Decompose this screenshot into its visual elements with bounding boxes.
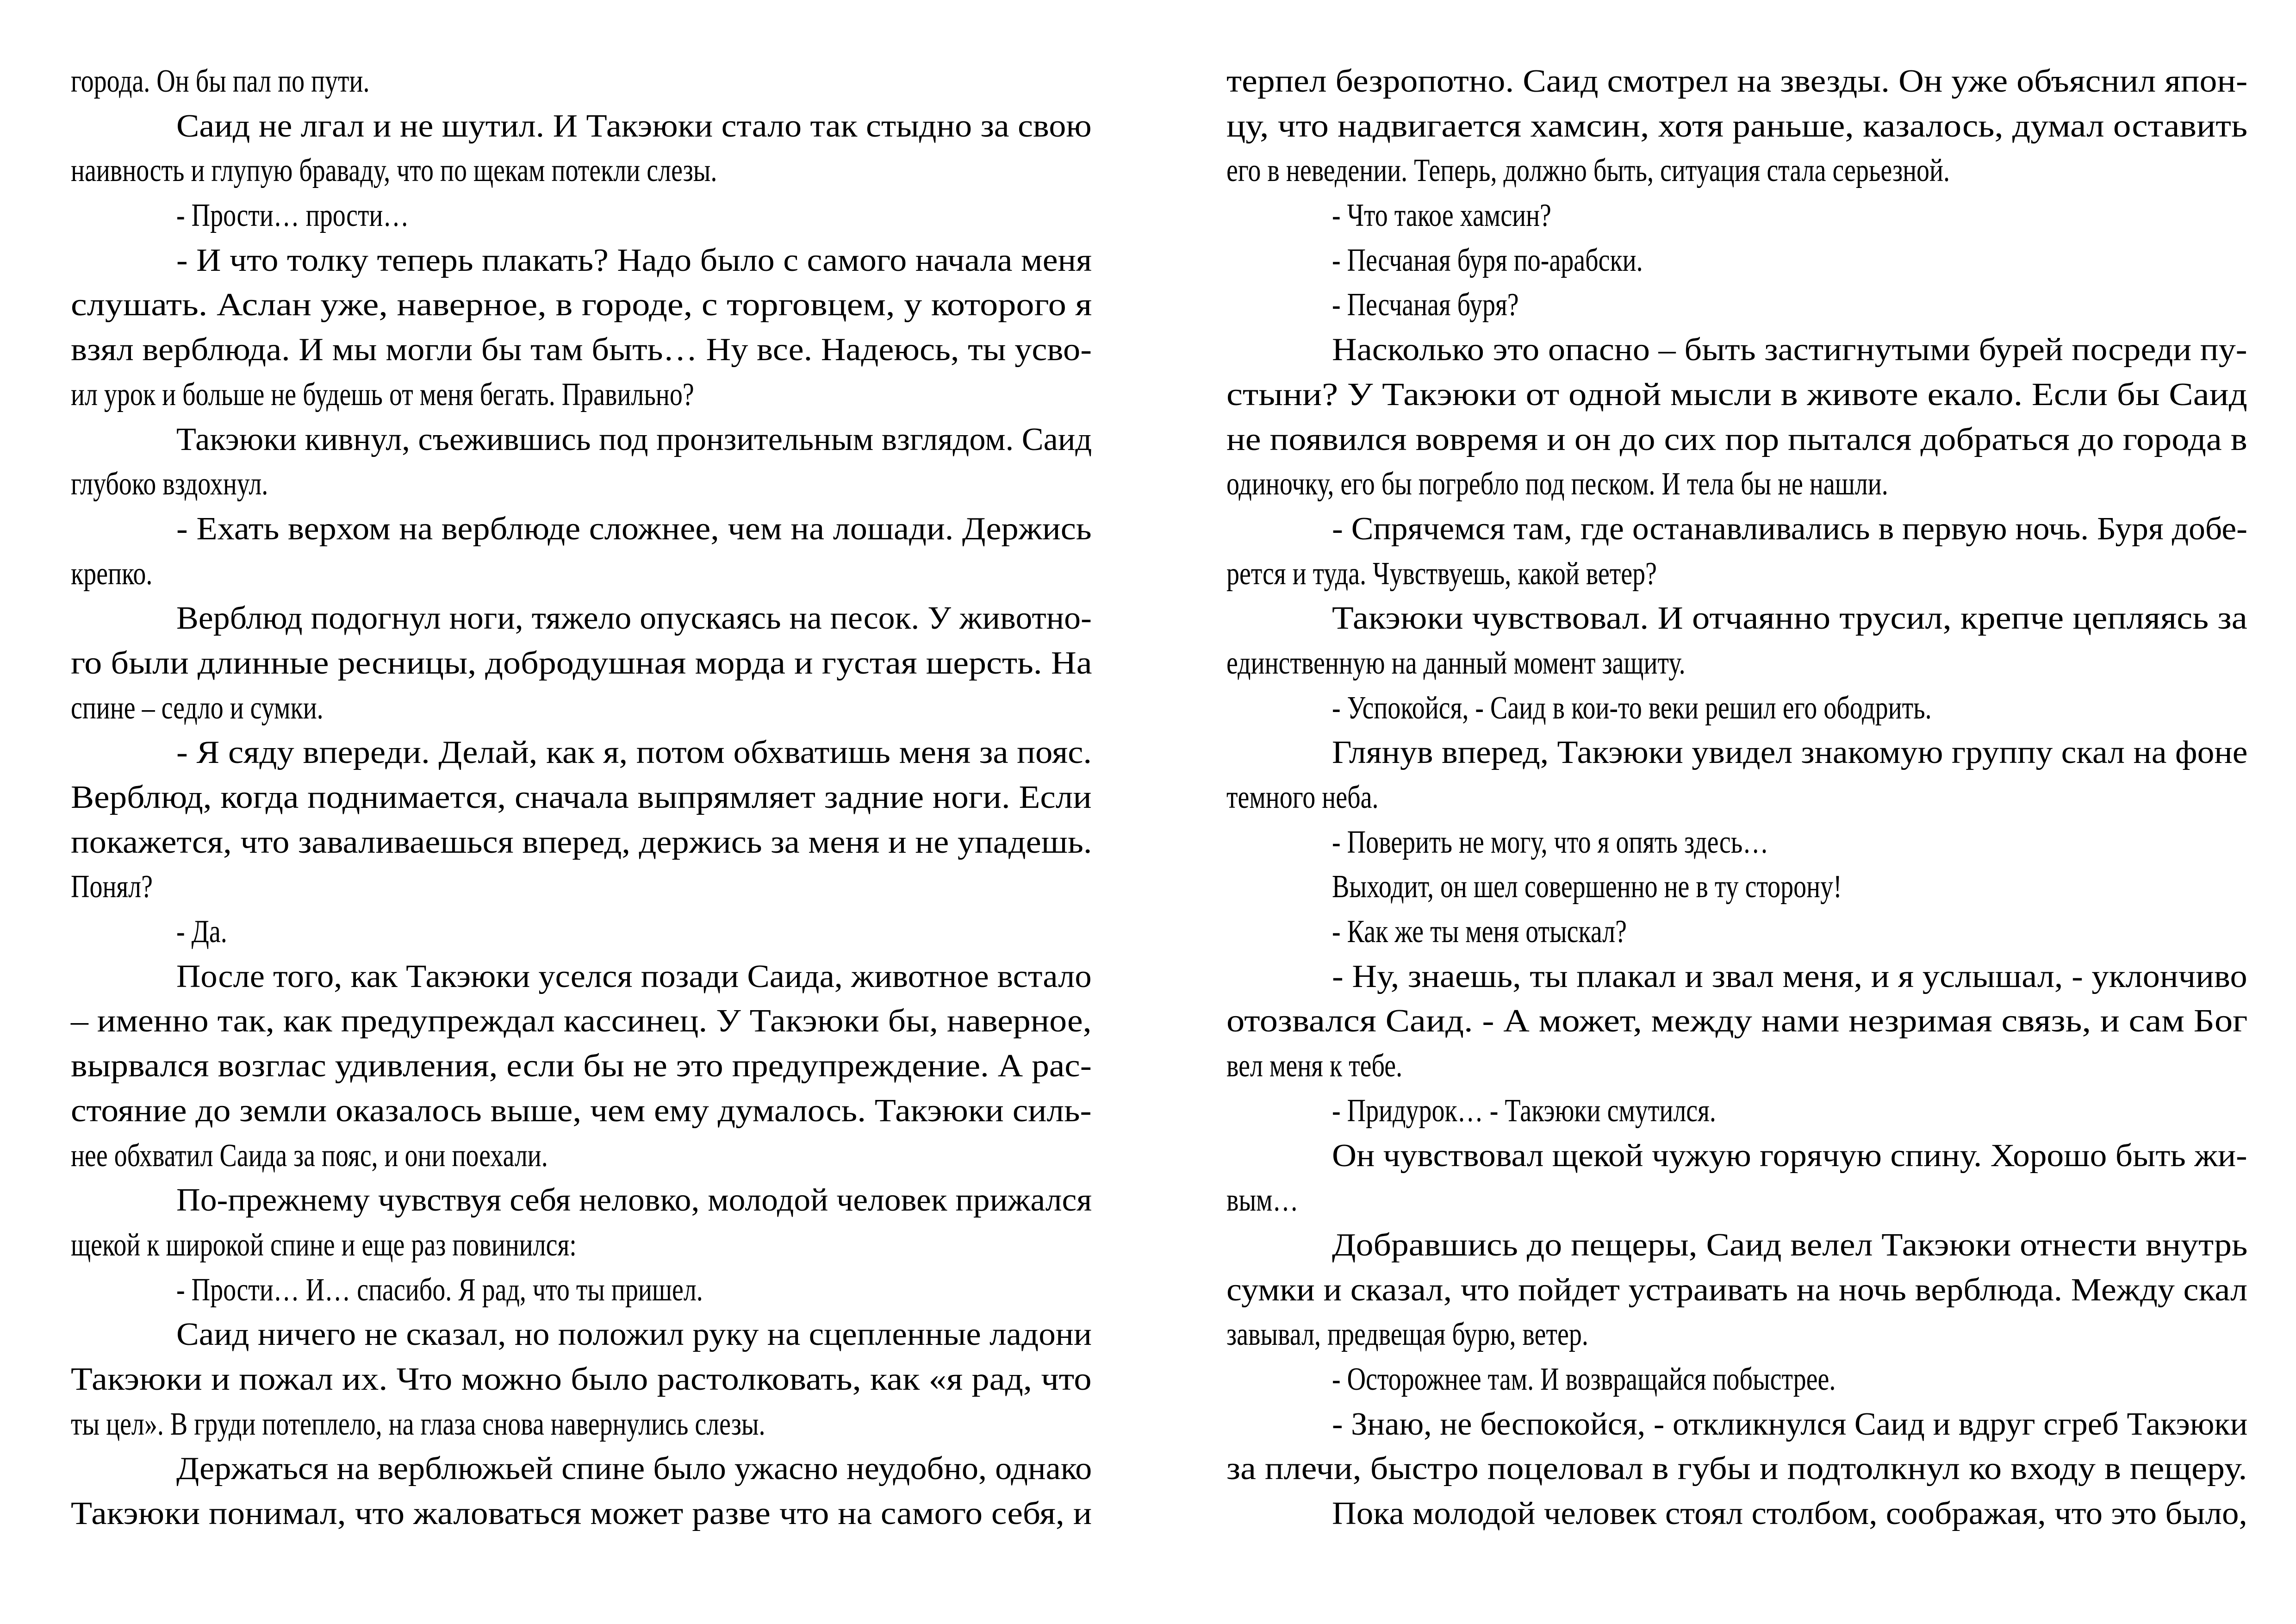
text-line-content: - Ну, знаешь, ты плакал и звал меня, и я услышал, - уклончиво (1332, 958, 2247, 994)
text-line-content: го были длинные ресницы, добродушная морда и густая шерсть. На (71, 645, 1092, 681)
text-line (1226, 149, 2247, 194)
text-line (71, 1178, 1092, 1223)
text-line-content: - Успокойся, - Саид в кои-то веки решил его ободрить. (1332, 690, 1932, 726)
text-line-content: Верблюд, когда поднимается, сначала выпрямляет задние ноги. Если (71, 780, 1092, 815)
text-line (1226, 238, 2247, 283)
text-line-content: ты цел». В груди потеплело, на глаза снова навернулись слезы. (71, 1406, 765, 1442)
text-line-content: его в неведении. Теперь, должно быть, ситуация стала серьезной. (1226, 153, 1950, 189)
text-line (71, 328, 1092, 373)
text-line-content: Глянув вперед, Такэюки увидел знакомую группу скал на фоне (1332, 735, 2248, 771)
right-text-column (1226, 59, 2247, 1537)
text-line (1226, 1089, 2247, 1134)
text-line (71, 194, 1092, 238)
text-line (1226, 686, 2247, 731)
text-line (71, 1223, 1092, 1268)
text-line-content: цу, что надвигается хамсин, хотя раньше, казалось, думал оставить (1226, 108, 2248, 144)
text-line-content: Такэюки чувствовал. И отчаянно трусил, крепче цепляясь за (1332, 600, 2247, 637)
text-line (71, 686, 1092, 731)
text-line (71, 910, 1092, 955)
text-line (71, 1492, 1092, 1537)
text-line (71, 59, 1092, 104)
text-line-content: города. Он бы пал по пути. (71, 63, 370, 99)
text-line (71, 418, 1092, 462)
text-line (1226, 373, 2247, 418)
text-line-content: - И что толку теперь плакать? Надо было с самого начала меня (176, 242, 1092, 278)
text-line (1226, 194, 2247, 238)
text-line (71, 507, 1092, 552)
text-line-content: - Придурок… - Такэюки смутился. (1332, 1093, 1716, 1129)
text-line (71, 462, 1092, 507)
text-line-content: сумки и сказал, что пойдет устраивать на ночь верблюда. Между скал (1226, 1272, 2248, 1308)
text-line-content: Такэюки понимал, что жаловаться может разве что на самого себя, и (71, 1496, 1092, 1531)
text-line (1226, 865, 2247, 910)
text-line (1226, 1044, 2247, 1089)
text-line-content: - Осторожнее там. И возвращайся побыстрее. (1332, 1361, 1836, 1397)
text-line-content: рется и туда. Чувствуешь, какой ветер? (1226, 556, 1657, 592)
text-line (1226, 59, 2247, 104)
text-line-content: Саид не лгал и не шутил. И Такэюки стало так стыдно за свою (176, 108, 1092, 144)
text-line (1226, 462, 2247, 507)
text-line (71, 1447, 1092, 1492)
text-line (71, 1402, 1092, 1447)
left-text-column (71, 59, 1092, 1537)
text-line-content: - Что такое хамсин? (1332, 198, 1551, 234)
text-line (1226, 328, 2247, 373)
text-line-content: терпел безропотно. Саид смотрел на звезды. Он уже объяснил япон- (1226, 63, 2248, 99)
text-line (1226, 955, 2247, 999)
text-line-content: наивность и глупую браваду, что по щекам потекли слезы. (71, 153, 717, 189)
text-line-content: По-прежнему чувствуя себя неловко, молодой человек прижался (176, 1182, 1092, 1218)
text-line (1226, 1447, 2247, 1492)
text-line-content: не появился вовремя и он до сих пор пытался добраться до города в (1226, 421, 2247, 457)
text-line (1226, 1312, 2247, 1357)
text-line (71, 1357, 1092, 1402)
text-line (71, 1134, 1092, 1179)
text-line-content: вым… (1226, 1182, 1299, 1218)
text-line (1226, 1492, 2247, 1537)
text-line (71, 775, 1092, 820)
right-page (1148, 0, 2296, 1624)
text-line (71, 552, 1092, 597)
text-line (1226, 1357, 2247, 1402)
text-line (1226, 999, 2247, 1044)
text-line-content: - Прости… И… спасибо. Я рад, что ты пришел. (176, 1272, 703, 1308)
text-line (1226, 1268, 2247, 1313)
text-line (71, 1089, 1092, 1134)
text-line (71, 955, 1092, 999)
text-line-content: - Я сяду впереди. Делай, как я, потом обхватишь меня за пояс. (176, 735, 1092, 771)
text-line (1226, 507, 2247, 552)
text-line (71, 641, 1092, 686)
text-line-content: спине – седло и сумки. (71, 690, 324, 726)
text-line (1226, 283, 2247, 328)
text-line (71, 1268, 1092, 1313)
text-line-content: щекой к широкой спине и еще раз повинился: (71, 1227, 577, 1263)
text-line-content: Такэюки кивнул, съежившись под пронзительным взглядом. Саид (176, 421, 1092, 457)
text-line-content: Добравшись до пещеры, Саид велел Такэюки отнести внутрь (1332, 1227, 2248, 1263)
text-line (71, 283, 1092, 328)
text-line (1226, 641, 2247, 686)
text-line (71, 1312, 1092, 1357)
text-line-content: - Спрячемся там, где останавливались в первую ночь. Буря добе- (1332, 511, 2247, 547)
text-line-content: темного неба. (1226, 780, 1379, 815)
text-line-content: ил урок и больше не будешь от меня бегать. Правильно? (71, 376, 694, 412)
text-line (1226, 1402, 2247, 1447)
text-line (1226, 104, 2247, 149)
text-line-content: вел меня к тебе. (1226, 1048, 1403, 1084)
text-line (1226, 596, 2247, 641)
text-line-content: Выходит, он шел совершенно не в ту сторону! (1332, 869, 1842, 905)
text-line-content: Держаться на верблюжьей спине было ужасно неудобно, однако (176, 1451, 1092, 1487)
text-line-content: вырвался возглас удивления, если бы не это предупреждение. А рас- (71, 1048, 1092, 1084)
text-line (71, 999, 1092, 1044)
text-line (71, 1044, 1092, 1089)
text-line (71, 373, 1092, 418)
text-line-content: слушать. Аслан уже, наверное, в городе, с торговцем, у которого я (71, 287, 1092, 323)
text-line (1226, 1178, 2247, 1223)
text-line (71, 865, 1092, 910)
text-line (1226, 552, 2247, 597)
text-line-content: Понял? (71, 869, 153, 905)
text-line (1226, 775, 2247, 820)
text-line-content: После того, как Такэюки уселся позади Саида, животное встало (176, 958, 1092, 994)
text-line-content: отозвался Саид. - А может, между нами незримая связь, и сам Бог (1226, 1003, 2248, 1039)
text-line-content: - Прости… прости… (176, 198, 409, 234)
text-line-content: - Ехать верхом на верблюде сложнее, чем на лошади. Держись (176, 511, 1092, 547)
text-line (1226, 418, 2247, 462)
text-line-content: - Знаю, не беспокойся, - откликнулся Саид и вдруг сгреб Такэюки (1332, 1406, 2248, 1442)
text-line (1226, 1134, 2247, 1179)
text-line-content: единственную на данный момент защиту. (1226, 645, 1686, 681)
text-line-content: Насколько это опасно – быть застигнутыми бурей посреди пу- (1332, 332, 2247, 368)
text-line-content: - Да. (176, 914, 227, 950)
text-line-content: глубоко вздохнул. (71, 466, 268, 502)
text-line-content: Такэюки и пожал их. Что можно было растолковать, как «я рад, что (71, 1361, 1092, 1397)
text-line-content: Верблюд подогнул ноги, тяжело опускаясь на песок. У животно- (176, 600, 1092, 637)
text-line-content: одиночку, его бы погребло под песком. И тела бы не нашли. (1226, 466, 1888, 502)
text-line (71, 149, 1092, 194)
text-line-content: стыни? У Такэюки от одной мысли в животе екало. Если бы Саид (1226, 376, 2247, 412)
text-line-content: - Как же ты меня отыскал? (1332, 914, 1627, 950)
text-line-content: крепко. (71, 556, 153, 592)
text-line-content: Саид ничего не сказал, но положил руку на сцепленные ладони (176, 1317, 1092, 1353)
text-line (1226, 910, 2247, 955)
text-line-content: - Поверить не могу, что я опять здесь… (1332, 824, 1769, 860)
text-line-content: Пока молодой человек стоял столбом, соображая, что это было, (1332, 1496, 2247, 1531)
text-line (71, 820, 1092, 865)
text-line (1226, 731, 2247, 775)
text-line-content: – именно так, как предупреждал кассинец. У Такэюки бы, наверное, (71, 1003, 1092, 1039)
text-line (71, 731, 1092, 775)
text-line-content: взял верблюда. И мы могли бы там быть… Ну все. Надеюсь, ты усво- (71, 332, 1092, 368)
text-line-content: стояние до земли оказалось выше, чем ему думалось. Такэюки силь- (71, 1093, 1092, 1129)
text-line (1226, 820, 2247, 865)
text-line-content: покажется, что заваливаешься вперед, держись за меня и не упадешь. (71, 824, 1092, 860)
text-line (71, 104, 1092, 149)
text-line (1226, 1223, 2247, 1268)
text-line-content: нее обхватил Саида за пояс, и они поехали. (71, 1137, 548, 1174)
text-line-content: за плечи, быстро поцеловал в губы и подтолкнул ко входу в пещеру. (1226, 1451, 2247, 1487)
text-line (71, 596, 1092, 641)
text-line-content: - Песчаная буря по-арабски. (1332, 242, 1643, 278)
text-line (71, 238, 1092, 283)
text-line-content: Он чувствовал щекой чужую горячую спину. Хорошо быть жи- (1332, 1137, 2247, 1174)
text-line-content: - Песчаная буря? (1332, 287, 1519, 323)
text-line-content: завывал, предвещая бурю, ветер. (1226, 1317, 1588, 1353)
